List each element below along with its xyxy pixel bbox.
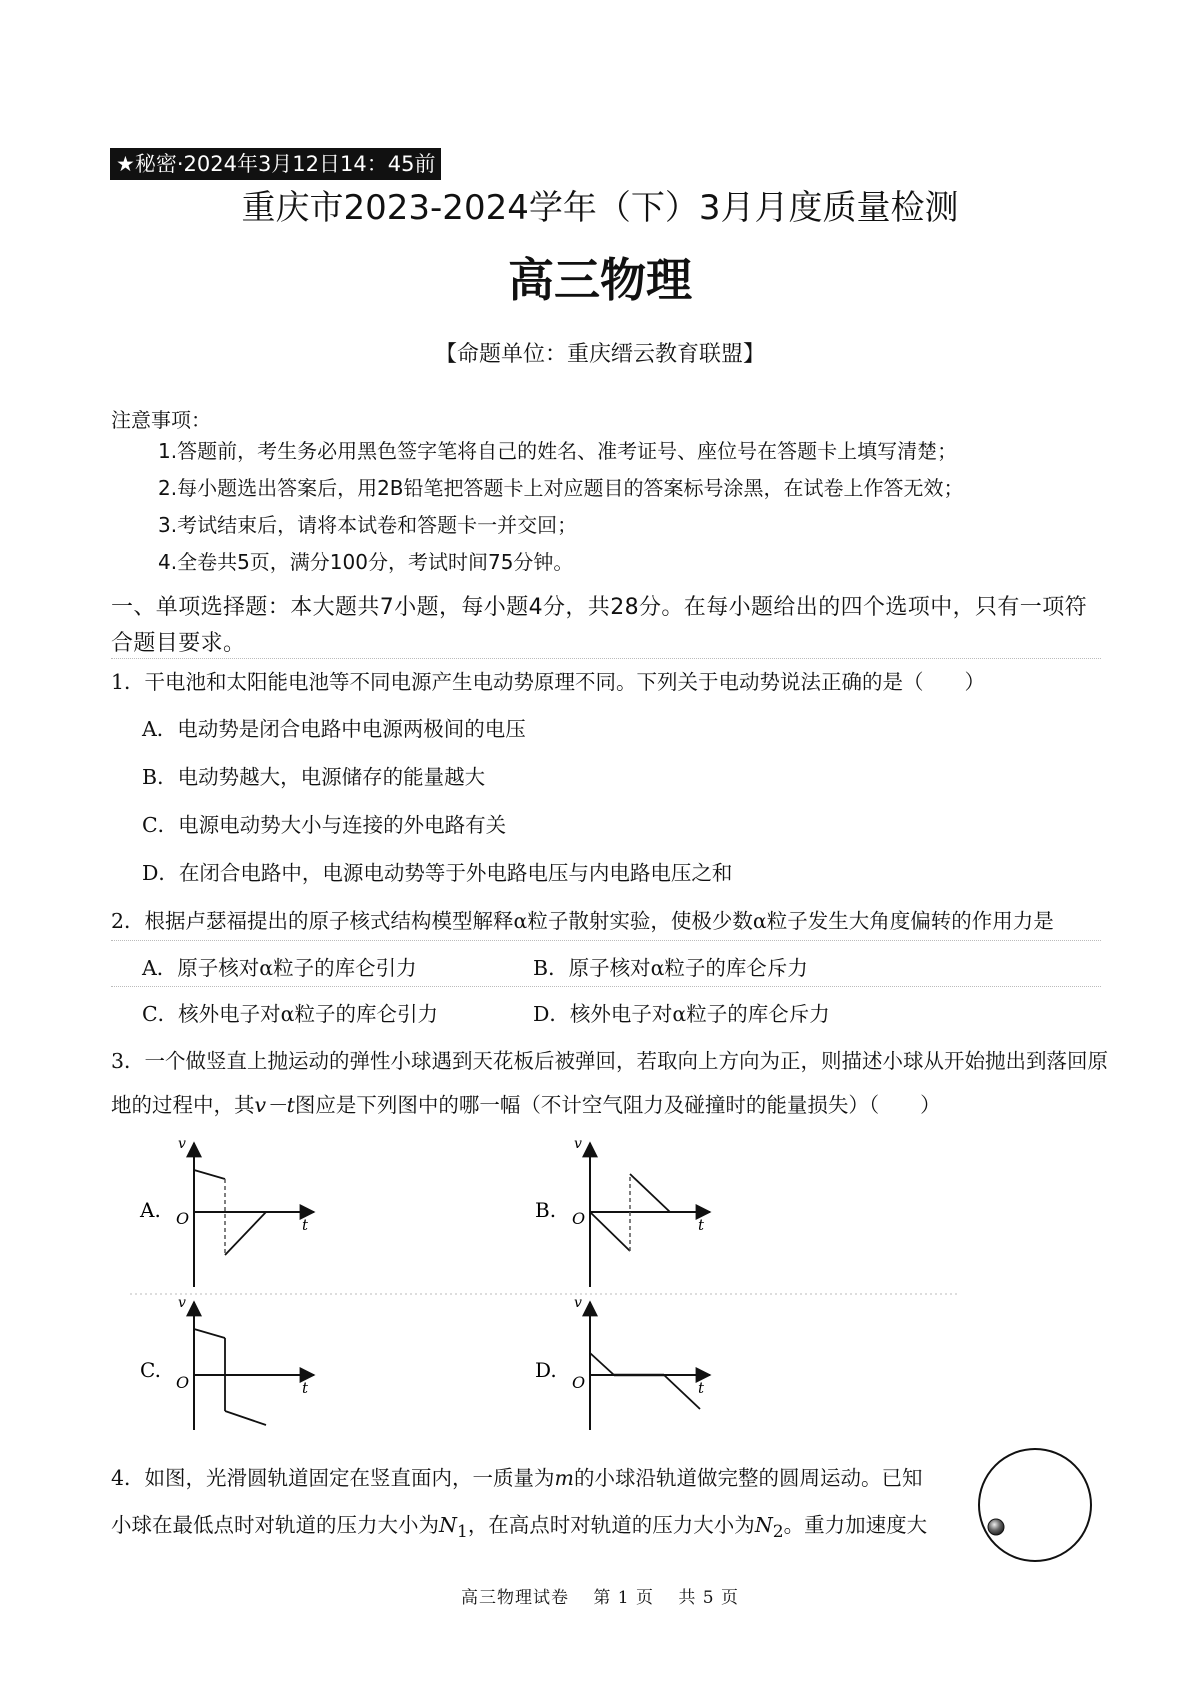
question-4-line-1 xyxy=(111,1463,923,1493)
confidential-label: ★秘密·2024年3月12日14：45前 xyxy=(110,148,441,180)
graph-d-v-label: v xyxy=(574,1295,582,1311)
graph-c-line-1 xyxy=(194,1329,225,1338)
q4-text: 小球在最低点时对轨道的压力大小为 xyxy=(111,1513,439,1537)
graph-a-line-1 xyxy=(194,1170,225,1179)
q4-text: 的小球沿轨道做完整的圆周运动。已知 xyxy=(574,1466,923,1490)
ball xyxy=(988,1519,1004,1535)
circular-track-figure xyxy=(975,1445,1095,1565)
question-3-stem xyxy=(111,1039,1111,1127)
graph-a-v-label: v xyxy=(178,1136,186,1152)
graph-d-line-1 xyxy=(590,1353,614,1375)
graph-d-t-label: t xyxy=(698,1379,705,1397)
q1-option-c: C．电源电动势大小与连接的外电路有关 xyxy=(142,813,507,837)
divider xyxy=(111,986,1101,987)
graph-c-t-label: t xyxy=(302,1379,309,1397)
graph-c xyxy=(140,1295,314,1430)
exam-title: 重庆市2023-2024学年（下）3月月度质量检测 xyxy=(241,188,959,228)
note-item: 2.每小题选出答案后，用2B铅笔把答题卡上对应题目的答案标号涂黑，在试卷上作答无效； xyxy=(158,476,964,500)
graph-c-v-label: v xyxy=(178,1295,186,1311)
q2-option-c: C．核外电子对α粒子的库仑引力 xyxy=(142,1002,439,1026)
q4-n1-variable: N xyxy=(439,1513,457,1537)
divider xyxy=(111,940,1101,941)
graph-a-t-label: t xyxy=(302,1216,309,1234)
notes-list xyxy=(158,433,964,581)
q3-vt-variable: v－t xyxy=(254,1093,295,1117)
graph-b-label: B. xyxy=(535,1198,557,1222)
note-item: 3.考试结束后，请将本试卷和答题卡一并交回； xyxy=(158,513,578,537)
q4-mass-variable: m xyxy=(554,1466,574,1490)
divider xyxy=(111,658,1101,659)
graph-b-line-2 xyxy=(630,1174,670,1212)
circular-track xyxy=(979,1449,1091,1561)
question-2-stem: 2．根据卢瑟福提出的原子核式结构模型解释α粒子散射实验，使极少数α粒子发生大角度偏转的作用力是 xyxy=(111,909,1054,933)
q4-text: 4．如图，光滑圆轨道固定在竖直面内，一质量为 xyxy=(111,1466,555,1490)
q4-n2-subscript: 2 xyxy=(772,1522,784,1543)
graph-a-label: A. xyxy=(140,1198,161,1222)
q2-option-d: D．核外电子对α粒子的库仑斥力 xyxy=(533,1002,830,1026)
section-heading: 一、单项选择题：本大题共7小题，每小题4分，共28分。在每小题给出的四个选项中，只有一项符合题目要求。 xyxy=(111,595,1087,656)
graph-c-origin: O xyxy=(176,1373,190,1392)
graph-a-origin: O xyxy=(176,1209,190,1228)
q2-option-b: B．原子核对α粒子的库仑斥力 xyxy=(533,956,808,980)
graph-b-line-1 xyxy=(590,1212,630,1251)
page-footer: 高三物理试卷 第 1 页 共 5 页 xyxy=(460,1588,740,1608)
question-4-line-2 xyxy=(111,1510,927,1547)
graph-a-line-2 xyxy=(225,1212,266,1255)
note-item: 4.全卷共5页，满分100分，考试时间75分钟。 xyxy=(158,550,574,574)
question-1-stem: 1．干电池和太阳能电池等不同电源产生电动势原理不同。下列关于电动势说法正确的是（ ） xyxy=(111,670,986,694)
graph-d-origin: O xyxy=(572,1373,586,1392)
q1-option-b: B．电动势越大，电源储存的能量越大 xyxy=(142,765,486,789)
q1-option-d: D．在闭合电路中，电源电动势等于外电路电压与内电路电压之和 xyxy=(142,861,733,885)
q2-option-a: A．原子核对α粒子的库仑引力 xyxy=(142,956,417,980)
q4-n2-variable: N xyxy=(754,1513,773,1537)
graph-b xyxy=(535,1136,710,1287)
graph-b-t-label: t xyxy=(698,1216,705,1234)
graph-a xyxy=(139,1136,314,1287)
q4-n1-subscript: 1 xyxy=(456,1522,468,1543)
subject-title: 高三物理 xyxy=(508,253,692,307)
q1-option-a: A．电动势是闭合电路中电源两极间的电压 xyxy=(142,717,526,741)
organizer: 【命题单位：重庆缙云教育联盟】 xyxy=(434,342,765,367)
graph-d xyxy=(535,1295,710,1430)
q3-graphs xyxy=(130,1130,970,1430)
graph-c-label: C. xyxy=(140,1358,161,1382)
graph-b-origin: O xyxy=(572,1209,586,1228)
graph-d-line-2 xyxy=(664,1375,700,1409)
q4-text: ，在高点时对轨道的压力大小为 xyxy=(467,1513,755,1537)
note-item: 1.答题前，考生务必用黑色签字笔将自己的姓名、准考证号、座位号在答题卡上填写清楚； xyxy=(158,439,958,463)
graph-c-line-2 xyxy=(225,1411,266,1425)
graph-b-v-label: v xyxy=(574,1136,582,1152)
q4-text: 。重力加速度大 xyxy=(783,1513,928,1537)
notes-heading: 注意事项： xyxy=(111,408,211,432)
q3-stem-part2: 图应是下列图中的哪一幅（不计空气阻力及碰撞时的能量损失）（ ） xyxy=(294,1093,941,1117)
q3-stem-part1: 3．一个做竖直上抛运动的弹性小球遇到天花板后被弹回，若取向上方向为正，则描述小球从开始抛出到落回原地的过程中，其 xyxy=(111,1049,1109,1117)
graph-d-label: D. xyxy=(535,1358,557,1382)
